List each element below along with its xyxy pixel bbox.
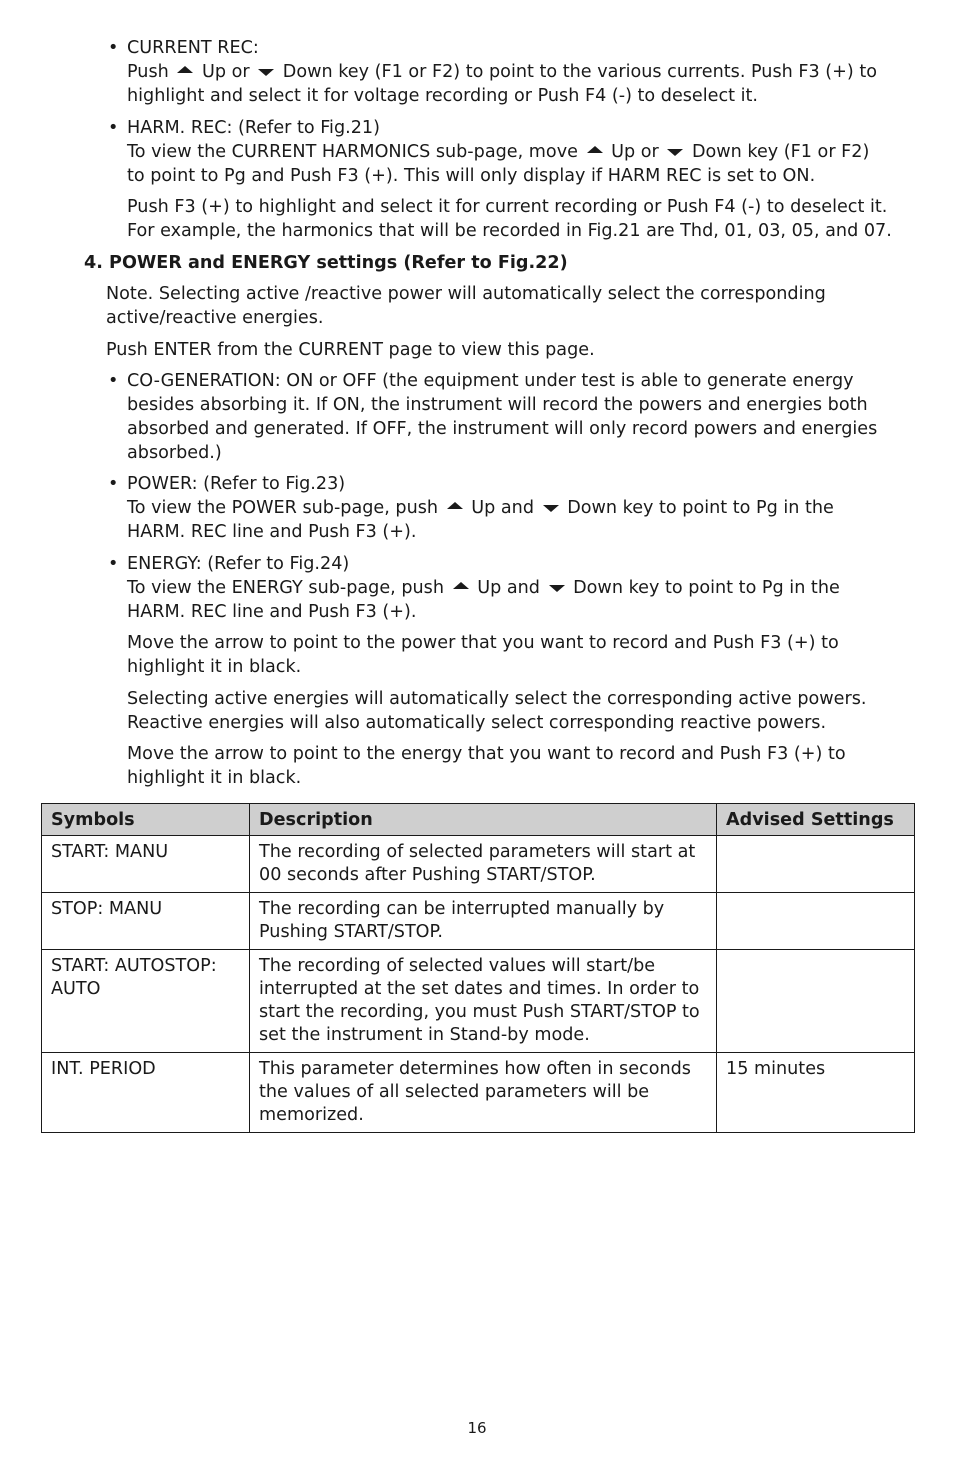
text-line: active/reactive energies.	[106, 308, 324, 328]
text-line: The recording can be interrupted manually by	[259, 899, 665, 919]
header-advised-settings: Advised Settings	[717, 804, 915, 836]
bullet-dot: •	[108, 38, 119, 58]
text-line: For example, the harmonics that will be recorded in Fig.21 are Thd, 01, 03, 05, and 07.	[127, 221, 892, 241]
energy-line2: HARM. REC line and Push F3 (+).	[127, 602, 417, 622]
harm-rec-item	[127, 116, 869, 188]
energy-item	[127, 552, 840, 624]
text-run: Up or	[201, 62, 250, 82]
cell-advised	[717, 950, 915, 1053]
text-line: highlight it in black.	[127, 768, 302, 788]
energy-paragraph-4	[127, 742, 846, 790]
text-line: the values of all selected parameters will be	[259, 1082, 650, 1102]
text-line: STOP: MANU	[51, 899, 163, 919]
text-line: interrupted at the set dates and times. In order to	[259, 979, 700, 999]
page-number: 16	[467, 1419, 487, 1437]
text-run: Down key (F1 or F2)	[691, 142, 870, 162]
text-line: The recording of selected values will start/be	[259, 956, 656, 976]
text-line: CO-GENERATION: ON or OFF (the equipment under test is able to generate energy	[127, 371, 854, 391]
text-line: INT. PERIOD	[51, 1059, 156, 1079]
harm-rec-paragraph	[127, 195, 892, 243]
bullet-dot: •	[108, 118, 119, 138]
power-title: POWER: (Refer to Fig.23)	[127, 474, 346, 494]
text-line: Push F3 (+) to highlight and select it for current recording or Push F4 (-) to deselect it.	[127, 197, 888, 217]
energy-paragraph-2	[127, 631, 839, 679]
text-run: Down key to point to Pg in the	[573, 578, 840, 598]
table-row	[42, 893, 915, 950]
text-run: Up and	[471, 498, 535, 518]
text-line: Note. Selecting active /reactive power will automatically select the corresponding	[106, 284, 826, 304]
up-arrow-icon	[447, 502, 463, 509]
text-run: Push	[127, 62, 169, 82]
header-description: Description	[250, 804, 717, 836]
cell-symbol	[42, 1053, 250, 1133]
bullet-dot: •	[108, 554, 119, 574]
text-run: Down key to point to Pg in the	[567, 498, 834, 518]
text-line: memorized.	[259, 1105, 364, 1125]
current-rec-line1	[127, 60, 877, 84]
note-paragraph	[106, 282, 826, 330]
cell-description	[250, 950, 717, 1053]
settings-table	[41, 803, 915, 1133]
text-run: Up and	[477, 578, 540, 598]
down-arrow-icon	[549, 585, 565, 592]
text-line: highlight it in black.	[127, 657, 302, 677]
text-line: START: AUTOSTOP:	[51, 956, 217, 976]
text-run: To view the POWER sub-page, push	[127, 498, 439, 518]
harm-rec-line2: to point to Pg and Push F3 (+). This will only display if HARM REC is set to ON.	[127, 166, 816, 186]
cell-symbol	[42, 836, 250, 893]
current-rec-line2: highlight and select it for voltage recording or Push F4 (-) to deselect it.	[127, 86, 759, 106]
bullet-dot: •	[108, 474, 119, 494]
cell-symbol	[42, 893, 250, 950]
text-line: absorbed.)	[127, 443, 222, 463]
text-line: AUTO	[51, 979, 101, 999]
current-rec-title: CURRENT REC:	[127, 38, 259, 58]
text-line: Selecting active energies will automatically select the corresponding active powers.	[127, 689, 867, 709]
header-symbols: Symbols	[42, 804, 250, 836]
table-row	[42, 1053, 915, 1133]
push-enter-text: Push ENTER from the CURRENT page to view this page.	[106, 340, 595, 360]
down-arrow-icon	[258, 69, 274, 76]
cell-advised: 15 minutes	[717, 1053, 915, 1133]
up-arrow-icon	[453, 582, 469, 589]
cell-description	[250, 893, 717, 950]
text-line: Move the arrow to point to the energy that you want to record and Push F3 (+) to	[127, 744, 846, 764]
text-line: This parameter determines how often in seconds	[259, 1059, 691, 1079]
table-header-row	[42, 804, 915, 836]
text-line: besides absorbing it. If ON, the instrument will record the powers and energies both	[127, 395, 868, 415]
cell-advised	[717, 836, 915, 893]
cogeneration-item	[127, 369, 877, 465]
text-line: set the instrument in Stand-by mode.	[259, 1025, 590, 1045]
power-item	[127, 472, 834, 544]
up-arrow-icon	[177, 66, 193, 73]
energy-paragraph-3	[127, 687, 866, 735]
text-line: Move the arrow to point to the power that you want to record and Push F3 (+) to	[127, 633, 839, 653]
cell-description	[250, 836, 717, 893]
power-line2: HARM. REC line and Push F3 (+).	[127, 522, 417, 542]
text-line: start the recording, you must Push START/STOP to	[259, 1002, 700, 1022]
cell-advised	[717, 893, 915, 950]
cell-description	[250, 1053, 717, 1133]
harm-rec-line1	[127, 140, 869, 164]
current-rec-item	[127, 36, 877, 108]
down-arrow-icon	[667, 149, 683, 156]
section-heading: 4. POWER and ENERGY settings (Refer to Fig.22)	[84, 253, 568, 273]
power-line1	[127, 496, 834, 520]
text-line: START: MANU	[51, 842, 169, 862]
harm-rec-title: HARM. REC: (Refer to Fig.21)	[127, 118, 380, 138]
text-line: absorbed and generated. If OFF, the instrument will only record powers and energies	[127, 419, 878, 439]
energy-title: ENERGY: (Refer to Fig.24)	[127, 554, 350, 574]
text-line: Pushing START/STOP.	[259, 922, 443, 942]
text-run: Up or	[611, 142, 659, 162]
text-run: To view the CURRENT HARMONICS sub-page, move	[127, 142, 578, 162]
table-row	[42, 836, 915, 893]
down-arrow-icon	[543, 505, 559, 512]
text-line: 00 seconds after Pushing START/STOP.	[259, 865, 596, 885]
bullet-dot: •	[108, 371, 119, 391]
table-row	[42, 950, 915, 1053]
up-arrow-icon	[587, 146, 603, 153]
text-line: The recording of selected parameters will start at	[259, 842, 696, 862]
energy-line1	[127, 576, 840, 600]
text-line: Reactive energies will also automatically select corresponding reactive powers.	[127, 713, 827, 733]
text-run: Down key (F1 or F2) to point to the various currents. Push F3 (+) to	[282, 62, 877, 82]
cell-symbol	[42, 950, 250, 1053]
text-run: To view the ENERGY sub-page, push	[127, 578, 444, 598]
